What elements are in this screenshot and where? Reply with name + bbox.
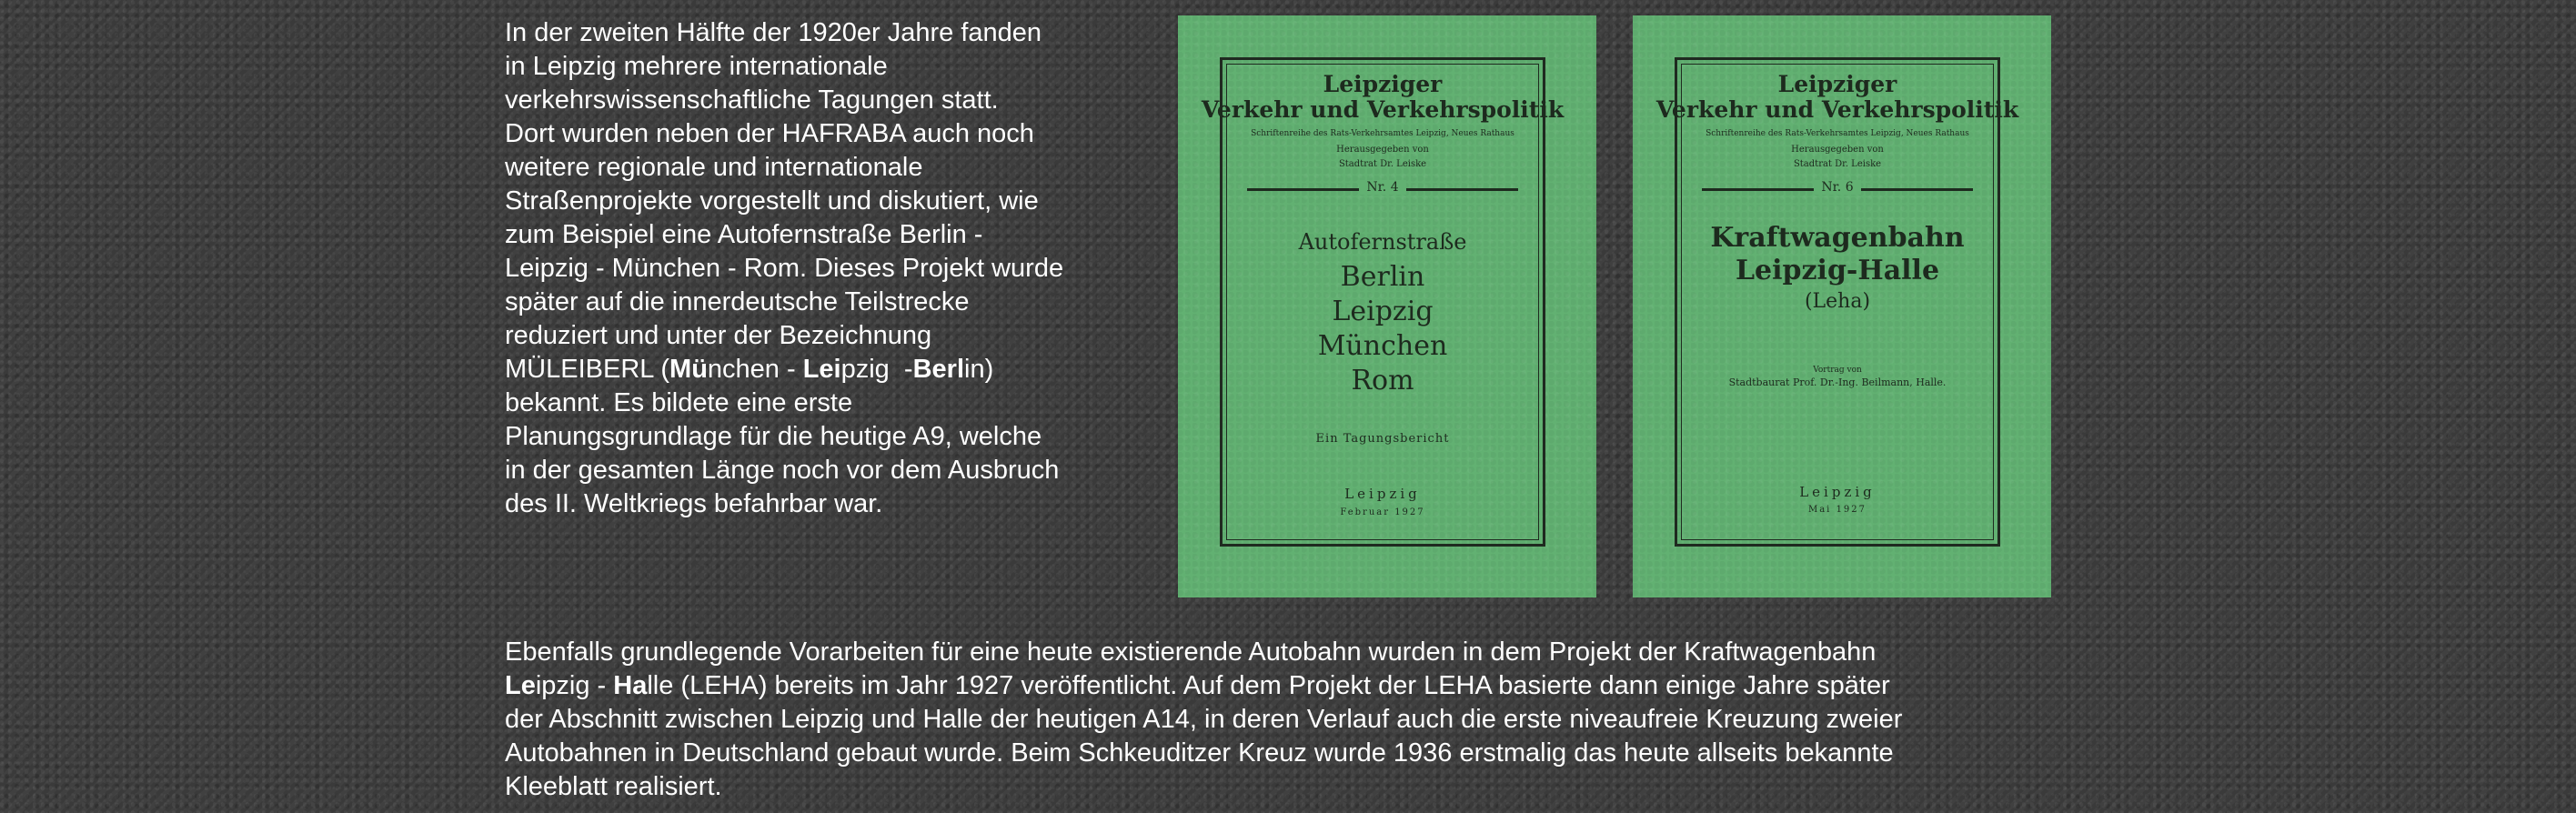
cover-date: Februar 1927 — [1340, 507, 1425, 517]
cover-title-line: München — [1317, 330, 1448, 362]
cover-editor-label: Herausgegeben von — [1336, 145, 1429, 155]
text-segment: lle (LEHA) bereits im Jahr 1927 veröffentlicht. Auf dem Projekt der LEHA basierte dann einige Jahre später — [647, 671, 1890, 700]
cover-series-subtitle: Schriftenreihe des Rats-Verkehrsamtes Leipzig, Neues Rathaus — [1251, 129, 1514, 138]
text-segment: In der zweiten Hälfte der 1920er Jahre fanden — [505, 18, 1042, 47]
bold-text-segment: Mü — [669, 355, 708, 384]
text-line — [505, 117, 1142, 151]
text-segment: später auf die innerdeutsche Teilstrecke — [505, 287, 970, 316]
text-segment: Planungsgrundlage für die heutige A9, welche — [505, 422, 1042, 451]
cover-series-title: Leipziger — [1323, 71, 1443, 97]
cover-place: Leipzig — [1344, 486, 1421, 502]
text-line — [505, 252, 1142, 286]
cover-title-line: Rom — [1351, 365, 1414, 396]
cover-editor-name: Stadtrat Dr. Leiske — [1793, 159, 1882, 169]
bold-text-segment: Ha — [613, 671, 648, 700]
cover-number: Nr. 4 — [1178, 179, 1587, 196]
text-line — [505, 185, 1142, 218]
text-segment: MÜLEIBERL ( — [505, 355, 670, 384]
text-segment: in Leipzig mehrere internationale — [505, 52, 888, 81]
intro-paragraph — [505, 16, 1142, 521]
text-line — [505, 16, 1142, 50]
text-segment: Kleeblatt realisiert. — [505, 772, 722, 801]
text-segment: Straßenprojekte vorgestellt und diskutiert, wie — [505, 186, 1039, 216]
text-line — [505, 703, 2069, 737]
cover-title-line: (Leha) — [1804, 290, 1871, 313]
text-line — [505, 84, 1142, 117]
cover-editor-name: Stadtrat Dr. Leiske — [1338, 159, 1427, 169]
text-segment: Leipzig - München - Rom. Dieses Projekt wurde — [505, 254, 1064, 283]
book-cover-autofernstrasse — [1178, 15, 1596, 597]
leha-paragraph — [505, 636, 2069, 804]
text-line — [505, 353, 1142, 386]
text-segment: in der gesamten Länge noch vor dem Ausbruch — [505, 456, 1060, 485]
text-line — [505, 770, 2069, 804]
cover-title-line: Leipzig-Halle — [1735, 255, 1940, 286]
cover-place: Leipzig — [1799, 484, 1876, 500]
text-segment: Autobahnen in Deutschland gebaut wurde. Beim Schkeuditzer Kreuz wurde 1936 erstmalig das heute allseits bekannte — [505, 738, 1894, 768]
text-segment: verkehrswissenschaftliche Tagungen statt. — [505, 85, 999, 115]
bold-text-segment: Lei — [802, 355, 841, 384]
bold-text-segment: Berl — [912, 355, 965, 384]
text-segment: Ebenfalls grundlegende Vorarbeiten für eine heute existierende Autobahn wurden in dem Projekt der Kraftwagenbahn — [505, 637, 1877, 667]
cover-lecturer: Stadtbaurat Prof. Dr.-Ing. Beilmann, Halle. — [1728, 376, 1947, 388]
text-segment: reduziert und unter der Bezeichnung — [505, 321, 932, 350]
book-cover-kraftwagenbahn — [1633, 15, 2051, 597]
cover-title-line: Kraftwagenbahn — [1710, 222, 1965, 254]
cover-date: Mai 1927 — [1807, 505, 1867, 515]
cover-lecture-label: Vortrag von — [1813, 366, 1862, 375]
cover-title-line: Autofernstraße — [1298, 229, 1467, 255]
text-line — [505, 386, 1142, 420]
text-segment: Dort wurden neben der HAFRABA auch noch — [505, 119, 1034, 148]
text-line — [505, 737, 2069, 770]
cover-number: Nr. 6 — [1633, 179, 2042, 196]
cover-title-line: Berlin — [1340, 261, 1425, 293]
text-segment: bekannt. Es bildete eine erste — [505, 388, 853, 417]
cover-title-line: Leipzig — [1332, 296, 1434, 327]
text-segment: nchen - — [707, 355, 803, 384]
text-line — [505, 487, 1142, 521]
bold-text-segment: Le — [505, 671, 536, 700]
cover-editor-label: Herausgegeben von — [1791, 145, 1884, 155]
text-segment: ipzig - — [535, 671, 614, 700]
text-line — [505, 636, 2069, 669]
text-line — [505, 286, 1142, 319]
text-segment: pzig - — [840, 355, 913, 384]
cover-series-subtitle: Schriftenreihe des Rats-Verkehrsamtes Leipzig, Neues Rathaus — [1706, 129, 1969, 138]
cover-subtitle: Ein Tagungsbericht — [1315, 432, 1450, 446]
cover-series-title: Verkehr und Verkehrspolitik — [1655, 96, 2019, 123]
text-line — [505, 669, 2069, 703]
text-segment: in) — [964, 355, 994, 384]
text-segment: der Abschnitt zwischen Leipzig und Halle der heutigen A14, in deren Verlauf auch die erste niveaufreie Kreuzung zweier — [505, 705, 1903, 734]
cover-series-title: Verkehr und Verkehrspolitik — [1201, 96, 1565, 123]
text-segment: zum Beispiel eine Autofernstraße Berlin - — [505, 220, 983, 249]
text-line — [505, 454, 1142, 487]
cover-series-title: Leipziger — [1777, 71, 1897, 97]
text-line — [505, 50, 1142, 84]
text-segment: des II. Weltkriegs befahrbar war. — [505, 489, 883, 518]
text-line — [505, 151, 1142, 185]
text-line — [505, 420, 1142, 454]
text-line — [505, 218, 1142, 252]
text-segment: weitere regionale und internationale — [505, 153, 923, 182]
text-line — [505, 319, 1142, 353]
